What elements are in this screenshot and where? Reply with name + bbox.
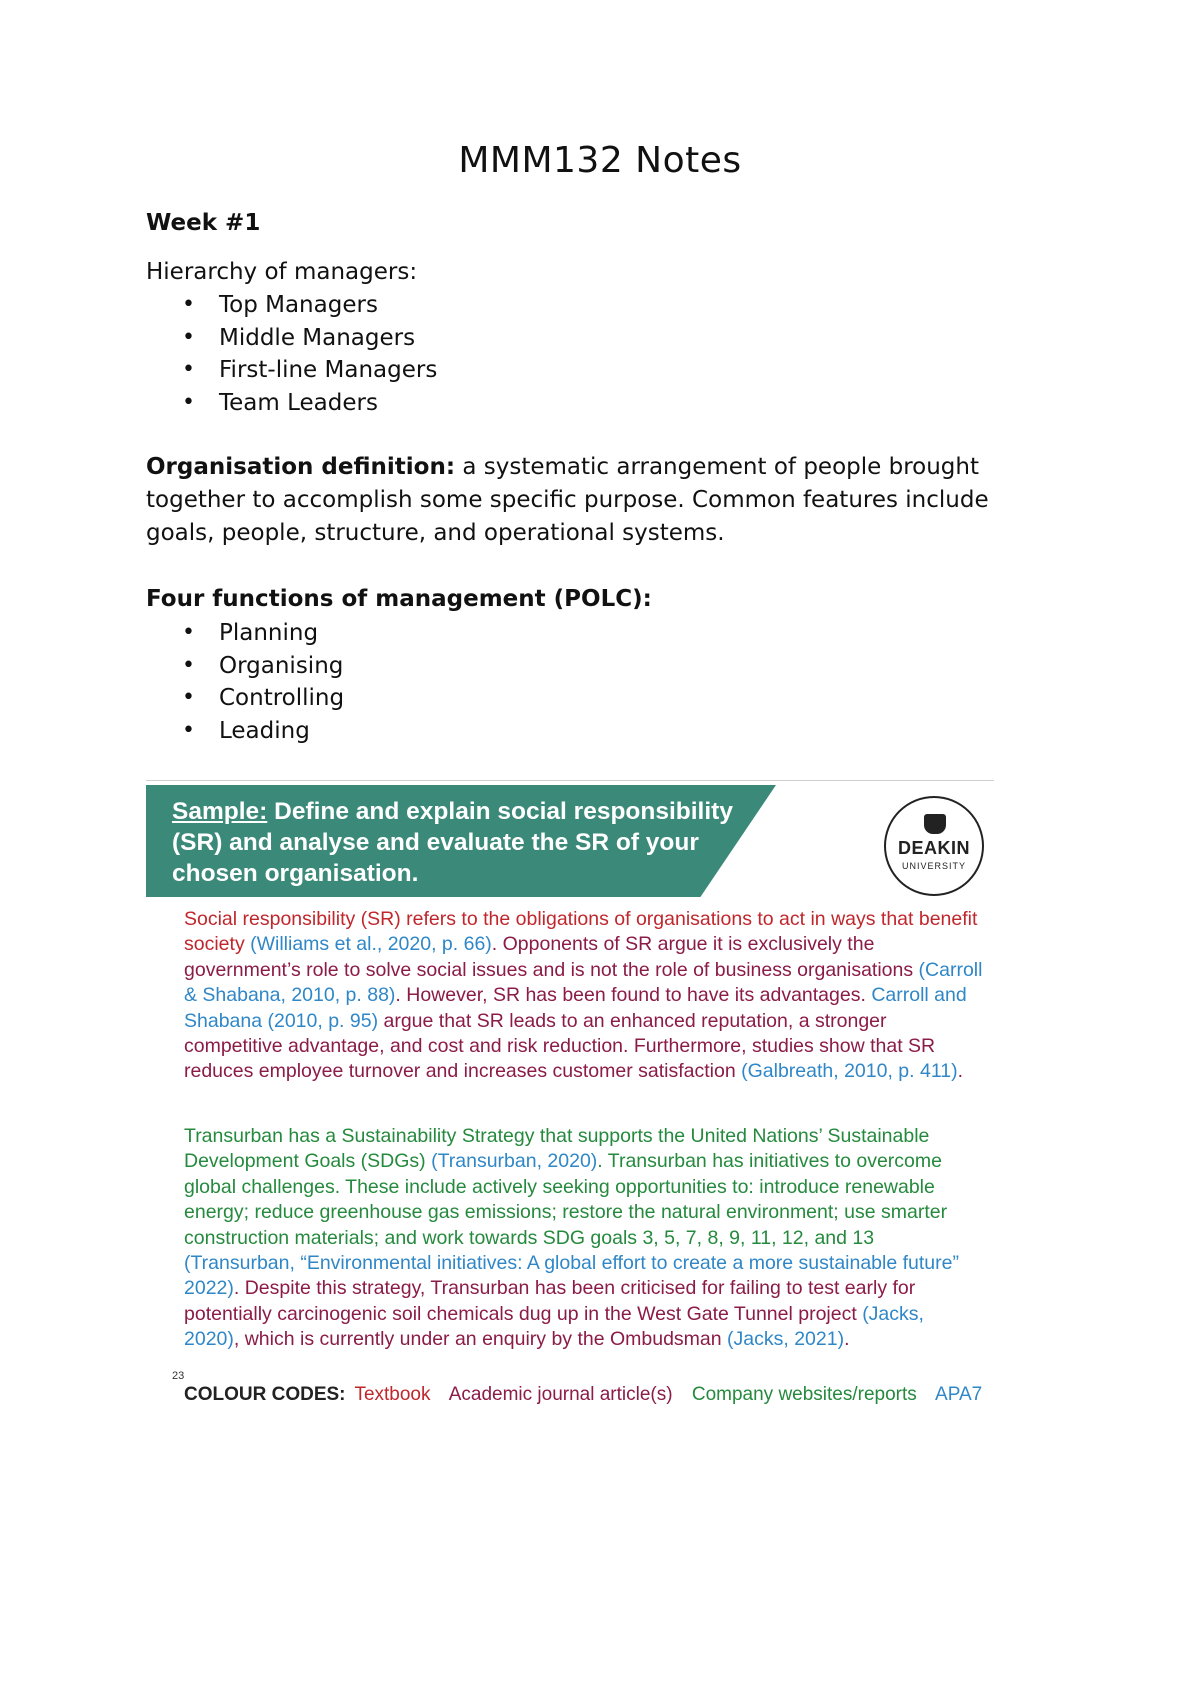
functions-heading: Four functions of management (POLC): bbox=[146, 586, 652, 612]
text-segment-apa: Carroll and Shabana (2010, p. 95) bbox=[184, 984, 967, 1032]
list-item: • First-line Managers bbox=[146, 354, 437, 387]
text-segment-journal: argue that SR leads to an enhanced reputation, a stronger competitive advantage, and cost and risk reduction. Furthermore, studies show that SR reduces employee turnover and increases customer satisfaction bbox=[184, 1009, 936, 1083]
colour-code-textbook: Textbook bbox=[354, 1384, 431, 1405]
text-segment-textbook: Social responsibility (SR) refers to the obligations of organisations to act in ways that benefit society bbox=[184, 908, 978, 956]
organisation-definition-term: Organisation definition: bbox=[146, 454, 456, 480]
text-segment-journal: . Despite this strategy, Transurban has been criticised for failing to test early for potentially carcinogenic soil chemicals dug up in the West Gate Tunnel project bbox=[184, 1277, 916, 1325]
list-item: • Planning bbox=[146, 617, 344, 650]
colour-codes bbox=[184, 1384, 994, 1406]
text-segment-journal: . bbox=[957, 1060, 963, 1083]
functions-list bbox=[146, 617, 344, 747]
text-segment-company: Transurban has a Sustainability Strategy that supports the United Nations’ Sustainable Development Goals (SDGs) bbox=[184, 1125, 930, 1173]
colour-code-company: Company websites/reports bbox=[691, 1384, 917, 1405]
colour-code-apa7: APA7 bbox=[935, 1384, 983, 1405]
text-segment-company: . Transurban has initiatives to overcome global challenges. These include actively seeking opportunities to: introduce renewable energy; reduce greenhouse gas emissions; restore the natural environment; use smarter construction materials; and work towards SDG goals 3, 5, 7, 8, 9, 11, 12, and 13 bbox=[184, 1150, 948, 1249]
text-segment-journal: . bbox=[844, 1328, 850, 1351]
list-item: • Leading bbox=[146, 715, 344, 748]
logo-name: DEAKIN bbox=[897, 838, 970, 858]
list-item: • Controlling bbox=[146, 682, 344, 715]
slide-title-lead: Sample: bbox=[172, 798, 268, 825]
text-segment-journal: . Opponents of SR argue it is exclusively the government’s role to solve social issues and is not the role of business organisations bbox=[184, 933, 919, 981]
list-item: • Organising bbox=[146, 650, 344, 683]
deakin-logo bbox=[884, 796, 984, 896]
slide-paragraph-transurban bbox=[184, 1124, 984, 1353]
list-item: • Team Leaders bbox=[146, 387, 437, 420]
slide-paragraph-sr bbox=[184, 907, 984, 1085]
list-item: • Middle Managers bbox=[146, 322, 437, 355]
embedded-slide-image bbox=[146, 780, 994, 1419]
text-segment-apa: (Williams et al., 2020, p. 66) bbox=[250, 933, 492, 956]
crest-icon bbox=[924, 814, 946, 834]
list-item: • Top Managers bbox=[146, 289, 437, 322]
text-segment-journal: . However, SR has been found to have its advantages. bbox=[395, 984, 872, 1007]
page-title: MMM132 Notes bbox=[458, 140, 742, 181]
text-segment-apa: (Galbreath, 2010, p. 411) bbox=[741, 1060, 958, 1083]
hierarchy-label: Hierarchy of managers: bbox=[146, 259, 418, 285]
text-segment-apa: (Transurban, “Environmental initiatives: A global effort to create a more sustainable future” 2022) bbox=[184, 1252, 959, 1300]
slide-title bbox=[172, 796, 762, 889]
text-segment-apa: (Jacks, 2020) bbox=[184, 1302, 924, 1351]
text-segment-apa: (Carroll & Shabana, 2010, p. 88) bbox=[184, 958, 983, 1007]
text-segment-apa: (Transurban, 2020) bbox=[431, 1150, 598, 1173]
organisation-definition bbox=[146, 451, 1056, 550]
slide-title-rest: Define and explain social responsibility (SR) and analyse and evaluate the SR of your chosen organisation. bbox=[172, 798, 733, 887]
hierarchy-list bbox=[146, 289, 437, 419]
colour-codes-label: COLOUR CODES: bbox=[184, 1384, 346, 1405]
text-segment-apa: (Jacks, 2021) bbox=[727, 1328, 845, 1351]
slide-number: 23 bbox=[172, 1370, 185, 1382]
week-heading: Week #1 bbox=[146, 210, 261, 236]
logo-subtitle: UNIVERSITY bbox=[901, 861, 966, 871]
colour-code-journal: Academic journal article(s) bbox=[448, 1384, 673, 1405]
organisation-definition-text: a systematic arrangement of people brought together to accomplish some specific purpose. Common features include goals, people, structure, and operational systems. bbox=[146, 454, 989, 546]
text-segment-journal: , which is currently under an enquiry by the Ombudsman bbox=[233, 1328, 728, 1351]
